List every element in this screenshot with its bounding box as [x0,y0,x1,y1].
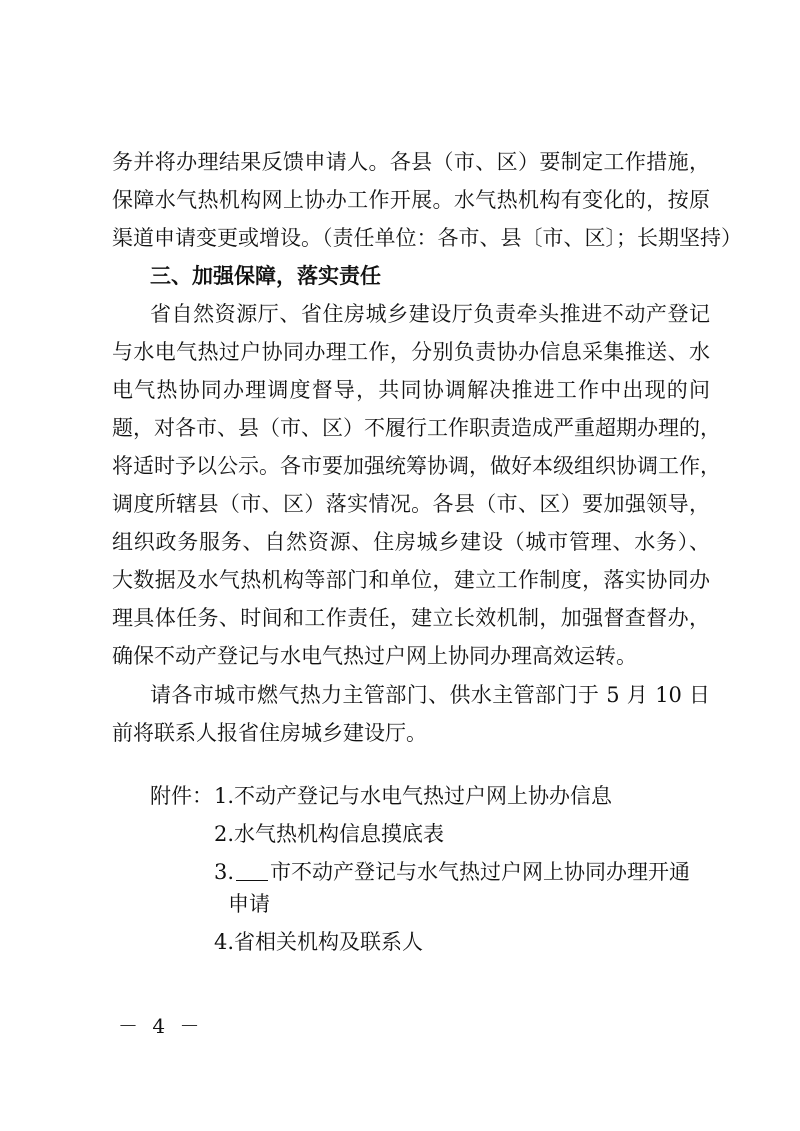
section-heading: 三、加强保障，落实责任 [150,264,381,288]
attachments-label: 附件： [150,784,213,808]
para2-line-7: 组织政务服务、自然资源、住房城乡建设（城市管理、水务）、 [112,530,710,554]
para2-line-8: 大数据及水气热机构等部门和单位，建立工作制度，落实协同办 [112,568,710,592]
para2-line-10: 确保不动产登记与水电气热过户网上协同办理高效运转。 [112,644,637,668]
attachment-item-3-text: 市不动产登记与水气热过户网上协同办理开通 [270,860,691,884]
para2-line-4: 题，对各市、县（市、区）不履行工作职责造成严重超期办理的， [112,416,721,440]
para2-line-6: 调度所辖县（市、区）落实情况。各县（市、区）要加强领导， [112,492,710,516]
para3-line-2: 前将联系人报省住房城乡建设厅。 [112,721,427,745]
para2-line-2: 与水电气热过户协同办理工作，分别负责协办信息采集推送、水 [112,340,710,364]
attachment-item-3-continued: 申请 [228,892,270,916]
para1-line-2: 保障水气热机构网上协办工作开展。水气热机构有变化的，按原 [112,188,710,212]
para1-line-3: 渠道申请变更或增设。（责任单位：各市、县〔市、区〕；长期坚持） [112,226,742,250]
attachment-item-3 [214,857,690,887]
para3-line-1: 请各市城市燃气热力主管部门、供水主管部门于 5 月 10 日 [150,683,710,707]
attachment-item-3-prefix: 3. [214,860,235,884]
para2-line-5: 将适时予以公示。各市要加强统筹协调，做好本级组织协调工作， [112,454,721,478]
page-number: － 4 － [118,1014,204,1038]
para2-line-9: 理具体任务、时间和工作责任，建立长效机制，加强督查督办， [112,606,710,630]
attachment-item-2: 2.水气热机构信息摸底表 [214,822,445,846]
fill-in-blank [236,860,268,881]
attachment-item-4: 4.省相关机构及联系人 [214,930,424,954]
para2-line-1: 省自然资源厅、省住房城乡建设厅负责牵头推进不动产登记 [150,302,710,326]
para1-line-1: 务并将办理结果反馈申请人。各县（市、区）要制定工作措施， [112,150,710,174]
para2-line-3: 电气热协同办理调度督导，共同协调解决推进工作中出现的问 [112,378,710,402]
attachment-item-1: 1.不动产登记与水电气热过户网上协办信息 [214,784,613,808]
